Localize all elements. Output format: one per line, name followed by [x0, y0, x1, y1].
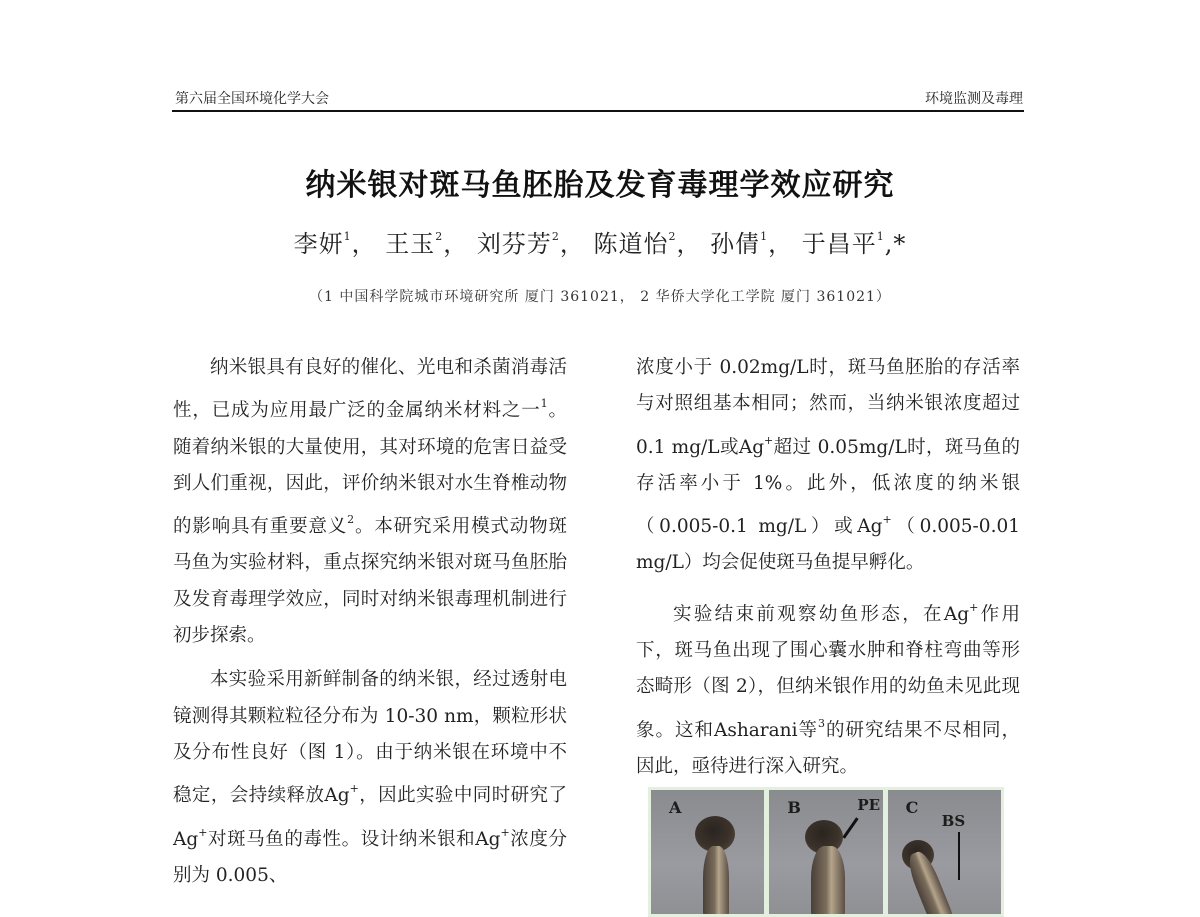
annotation-bs: BS: [941, 812, 966, 830]
panel-label: A: [669, 798, 682, 817]
citation-ref: 3: [818, 716, 825, 730]
author: 刘芬芳$^2$，: [476, 230, 585, 258]
author: 李妍$^1$，: [293, 230, 377, 258]
author: 孙倩$^1$，: [710, 230, 794, 258]
citation-ref: 1: [540, 397, 548, 411]
author: 王玉$^2$，: [385, 230, 469, 258]
annotation-pe: PE: [857, 796, 881, 814]
author-list: [0, 224, 1200, 259]
section-name: 环境监测及毒理: [925, 91, 1023, 107]
citation-ref: 2: [347, 513, 355, 527]
affiliations: （1 中国科学院城市环境研究所 厦门 361021， 2 华侨大学化工学院 厦门 361021）: [309, 289, 891, 305]
panel-label: C: [905, 798, 919, 817]
paragraph-results: 浓度小于 0.02mg/L时，斑马鱼胚胎的存活率与对照组基本相同；然而，当纳米银浓度超过 0.1 mg/L或Ag+超过 0.05mg/L时，斑马鱼的存活率小于 1%。此外，低浓度的纳米银（0.005-0.1 mg/L）或Ag+（0.005-0.01 mg/L）均会促使斑马鱼提早孵化。: [636, 357, 1020, 574]
paragraph-methods: 本实验采用新鲜制备的纳米银，经过透射电镜测得其颗粒粒径分布为 10-30 nm，颗粒形状及分布性良好（图 1）。由于纳米银在环境中不稳定，会持续释放Ag+，因此实验中同时研究了Ag+对斑马鱼的毒性。设计纳米银和Ag+浓度分别为 0.005、: [173, 669, 567, 886]
arrow-icon: [958, 832, 960, 880]
running-header: [175, 88, 1025, 110]
panel-label: B: [787, 798, 801, 817]
paper-title: 纳米银对斑马鱼胚胎及发育毒理学效应研究: [305, 168, 895, 203]
figure-panel-a: [651, 790, 764, 914]
figure-panel-b: [769, 790, 882, 914]
figure-2-zebrafish-images: [648, 787, 1004, 917]
left-column: [173, 350, 567, 894]
header-rule: [172, 110, 1024, 112]
author: 于昌平$^1$,*: [801, 230, 907, 258]
figure-panel-c: [888, 790, 1001, 914]
paragraph-morphology: 实验结束前观察幼鱼形态，在Ag+作用下，斑马鱼出现了围心囊水肿和脊柱弯曲等形态畸形（图 2），但纳米银作用的幼鱼未见此现象。这和Asharani等$^3$的研究结果不尽相同，因此，亟待进行深入研究。: [636, 600, 1020, 777]
conference-name: 第六届全国环境化学大会: [175, 91, 329, 107]
larva-body-image: [811, 846, 845, 914]
right-column: [636, 350, 1020, 785]
arrow-icon: [843, 817, 859, 838]
author: 陈道怡$^2$，: [593, 230, 702, 258]
larva-body-image: [703, 846, 729, 914]
paragraph-intro: 纳米银具有良好的催化、光电和杀菌消毒活性，已成为应用最广泛的金属纳米材料之一$^1$。随着纳米银的大量使用，其对环境的危害日益受到人们重视，因此，评价纳米银对水生脊椎动物的影响具有重要意义$^2$。本研究采用模式动物斑马鱼为实验材料，重点探究纳米银对斑马鱼胚胎及发育毒理学效应，同时对纳米银毒理机制进行初步探索。: [173, 357, 567, 647]
